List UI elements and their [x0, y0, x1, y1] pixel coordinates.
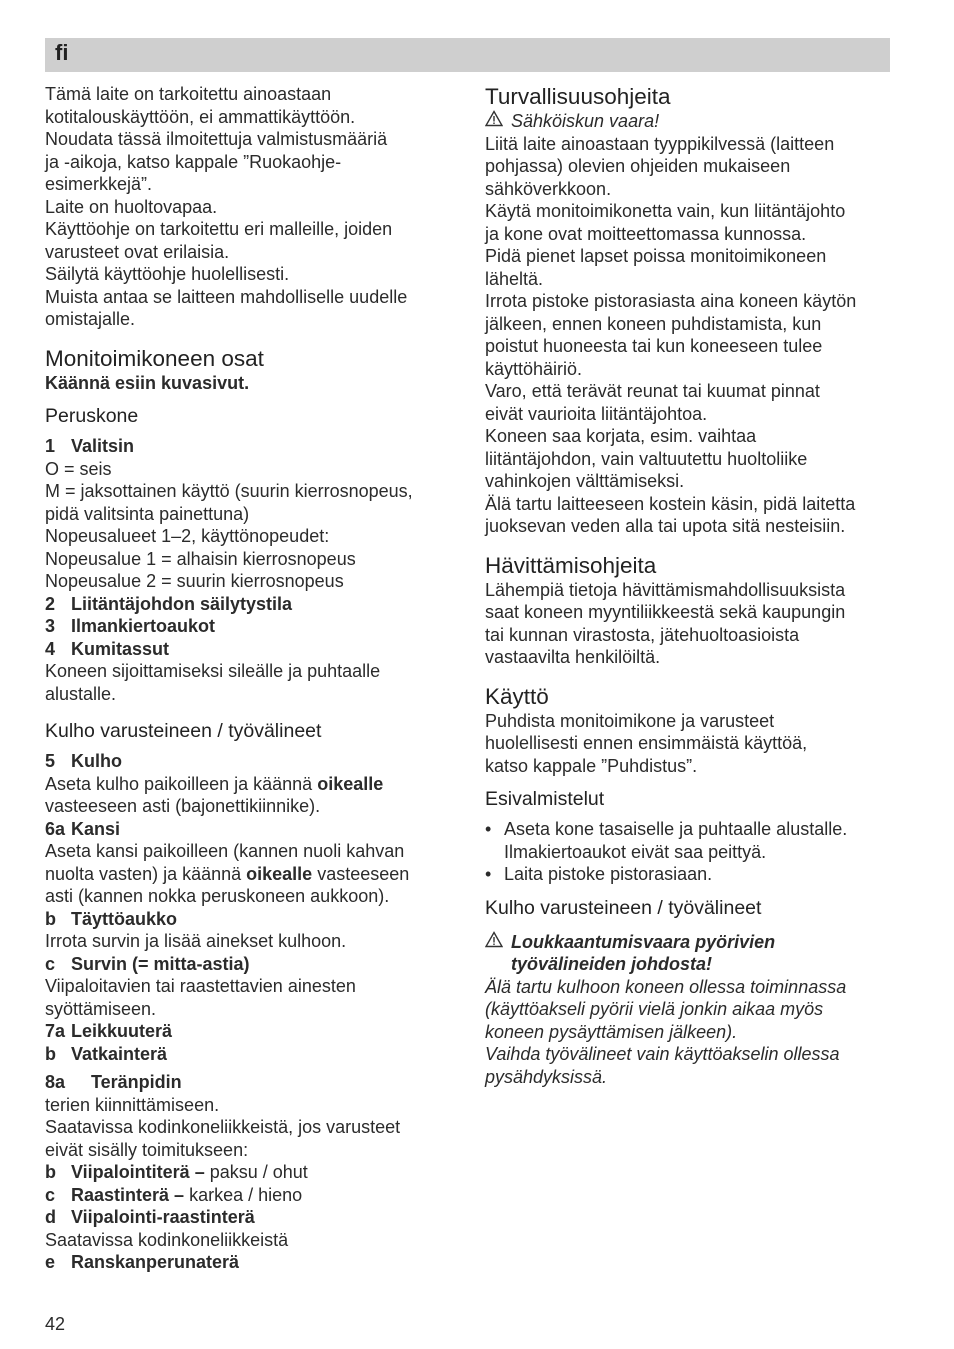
item-2 [45, 593, 455, 616]
subsection-title-prep: Esivalmistelut [485, 788, 605, 810]
item-label: Kumitassut [71, 638, 170, 659]
bowl-line: Vaihda työvälineet vain käyttöakselin ollessa [485, 1044, 840, 1064]
item-label: Valitsin [71, 436, 135, 456]
item-7b [45, 1043, 455, 1066]
intro-line: omistajalle. [45, 309, 136, 329]
emphasis-text: oikealle [317, 773, 384, 794]
disposal-line: vastaavilta henkilöiltä. [485, 647, 661, 667]
item-number: b [45, 1162, 56, 1182]
item-8c [45, 1184, 455, 1207]
item-8a-line: eivät sisälly toimitukseen: [45, 1139, 249, 1160]
warning-icon [485, 931, 511, 976]
warning-text: Loukkaantumisvaara pyörivien [511, 931, 776, 952]
intro-line: Noudata tässä ilmoitettuja valmistusmääriä [45, 129, 388, 149]
item-number: 6a [45, 818, 66, 839]
item-number: 5 [45, 751, 56, 771]
emphasis-text: oikealle [246, 863, 313, 884]
item-6a-line: asti (kannen nokka peruskoneen aukkoon). [45, 886, 390, 906]
item-8a-line: Saatavissa kodinkoneliikkeistä, jos varusteet [45, 1117, 401, 1137]
section-title-use: Käyttö [485, 683, 549, 709]
item-label: Viipalointiterä – [71, 1162, 205, 1182]
item-1-line: Nopeusalue 2 = suurin kierrosnopeus [45, 571, 344, 591]
safety-line: ja kone ovat moitteettomassa kunnossa. [485, 223, 807, 244]
list-item-text: Aseta kone tasaiselle ja puhtaalle alustalle. [504, 819, 848, 839]
warning-icon [485, 110, 511, 133]
item-label: Viipalointi-raastinterä [71, 1207, 255, 1227]
bullet-icon: • [485, 864, 492, 884]
safety-line: Liitä laite ainoastaan tyyppikilvessä (laitteen [485, 133, 835, 154]
item-8b [45, 1161, 455, 1184]
item-detail: karkea / hieno [184, 1184, 303, 1205]
warning-text: Sähköiskun vaara! [511, 111, 660, 131]
intro-line: Muista antaa se laitteen mahdolliselle uudelle [45, 286, 408, 307]
item-3 [45, 615, 455, 638]
item-number: e [45, 1252, 56, 1272]
item-label: Täyttöaukko [71, 908, 178, 929]
subsection-title-bowl: Kulho varusteineen / työvälineet [485, 896, 762, 919]
text-run: nuolta vasten) ja käännä [45, 863, 247, 884]
item-1 [45, 435, 455, 458]
subsection-title-bowl: Kulho varusteineen / työvälineet [45, 720, 322, 742]
safety-line: Pidä pienet lapset poissa monitoimikoneen [485, 246, 827, 266]
item-label: Kansi [71, 818, 121, 839]
language-code: fi [55, 40, 69, 65]
intro-line: kotitalouskäyttöön, ei ammattikäyttöön. [45, 106, 356, 127]
item-1-line: Nopeusalue 1 = alhaisin kierrosnopeus [45, 548, 356, 569]
bowl-line: koneen pysäyttämisen jälkeen). [485, 1021, 738, 1042]
safety-line: sähköverkkoon. [485, 178, 612, 199]
item-4-line: alustalle. [45, 683, 117, 704]
item-8d [45, 1206, 455, 1229]
safety-line: läheltä. [485, 268, 544, 289]
item-6a-line: Aseta kansi paikoilleen (kannen nuoli kahvan [45, 841, 405, 861]
item-6a [45, 818, 455, 841]
bowl-warning [485, 931, 895, 976]
item-5-line: vasteeseen asti (bajonettikiinnike). [45, 796, 321, 816]
text-run: vasteeseen [312, 863, 410, 884]
bowl-warning-body [485, 976, 895, 1089]
item-number: b [45, 908, 56, 929]
item-number: 7a [45, 1021, 66, 1041]
bowl-line: Älä tartu kulhoon koneen ollessa toiminnassa [485, 976, 847, 997]
item-8a-line: terien kiinnittämiseen. [45, 1094, 220, 1115]
item-number: c [45, 1184, 56, 1205]
section-title-safety: Turvallisuusohjeita [485, 84, 671, 109]
item-number: 1 [45, 436, 56, 456]
list-item-text: Ilmakiertoaukot eivät saa peittyä. [504, 841, 767, 862]
safety-line: vahinkojen välttämiseksi. [485, 471, 685, 491]
safety-line: Irrota pistoke pistorasiasta aina koneen käytön [485, 291, 857, 311]
section-title-parts: Monitoimikoneen osat [45, 345, 264, 371]
use-line: huolellisesti ennen ensimmäistä käyttöä, [485, 733, 808, 753]
item-label: Survin (= mitta-astia) [71, 953, 250, 974]
item-label: Ranskanperunaterä [71, 1252, 240, 1272]
intro-text [45, 83, 455, 331]
intro-line: Laite on huoltovapaa. [45, 196, 218, 217]
bullet-icon: • [485, 819, 492, 839]
item-6a-line [45, 863, 455, 886]
item-detail: paksu / ohut [204, 1162, 308, 1182]
language-bar [45, 38, 890, 72]
safety-line: Varo, että terävät reunat tai kuumat pinnat [485, 381, 820, 401]
item-6c [45, 953, 455, 976]
item-8d-line: Saatavissa kodinkoneliikkeistä [45, 1229, 289, 1250]
safety-line: käyttöhäiriö. [485, 358, 583, 379]
item-8e [45, 1251, 455, 1274]
item-label: Liitäntäjohdon säilytystila [71, 593, 293, 614]
intro-line: Säilytä käyttöohje huolellisesti. [45, 264, 290, 284]
left-column [45, 83, 455, 1274]
item-label: Vatkainterä [71, 1043, 168, 1064]
item-1-line: O = seis [45, 458, 112, 479]
safety-warning [485, 110, 895, 133]
safety-line: pohjassa) olevien ohjeiden mukaiseen [485, 156, 791, 176]
right-column [485, 83, 895, 1088]
item-4 [45, 638, 455, 661]
bowl-line: pysähdyksissä. [485, 1066, 608, 1087]
item-6c-line: syöttämiseen. [45, 998, 157, 1019]
item-number: c [45, 953, 56, 974]
list-item [485, 818, 895, 863]
safety-line: eivät vaurioita liitäntäjohtoa. [485, 403, 708, 424]
list-item-text: Laita pistoke pistorasiaan. [504, 864, 713, 884]
item-label: Ilmankiertoaukot [71, 616, 216, 636]
intro-line: esimerkkejä”. [45, 174, 153, 194]
intro-line: Tämä laite on tarkoitettu ainoastaan [45, 84, 332, 104]
item-number: 8a [45, 1072, 66, 1092]
item-7a [45, 1020, 455, 1043]
section-title-disposal: Hävittämisohjeita [485, 552, 657, 578]
page-number: 42 [45, 1314, 66, 1334]
safety-line: jälkeen, ennen koneen puhdistamista, kun [485, 313, 822, 334]
item-number: 3 [45, 616, 56, 636]
item-6b-line: Irrota survin ja lisää ainekset kulhoon. [45, 931, 347, 951]
item-number: d [45, 1207, 56, 1227]
item-1-line: pidä valitsinta painettuna) [45, 503, 250, 524]
safety-line: Koneen saa korjata, esim. vaihtaa [485, 426, 757, 446]
item-6c-line: Viipaloitavien tai raastettavien ainesten [45, 976, 356, 996]
item-number: b [45, 1043, 56, 1064]
item-label: Raastinterä – [71, 1184, 185, 1205]
item-label: Teränpidin [91, 1072, 182, 1092]
item-label: Leikkuuterä [71, 1021, 173, 1041]
disposal-line: tai kunnan virastosta, jätehuoltoasioista [485, 624, 800, 645]
safety-line: liitäntäjohdon, vain valtuutettu huoltoliike [485, 448, 808, 469]
item-label: Kulho [71, 751, 122, 771]
safety-line: juoksevan veden alla tai upota sitä nesteisiin. [485, 516, 846, 536]
intro-line: ja -aikoja, katso kappale ”Ruokaohje- [45, 151, 342, 172]
item-number: 4 [45, 638, 56, 659]
item-1-line: Nopeusalueet 1–2, käyttönopeudet: [45, 526, 330, 546]
item-6b [45, 908, 455, 931]
subsection-title-base: Peruskone [45, 405, 139, 427]
bowl-line: (käyttöakseli pyörii vielä jonkin aikaa myös [485, 999, 824, 1019]
safety-line: poistut huoneesta tai kun koneeseen tulee [485, 336, 823, 356]
text-run: Aseta kulho paikoilleen ja käännä [45, 773, 318, 794]
parts-subtitle: Käännä esiin kuvasivut. [45, 372, 250, 393]
safety-line: Älä tartu laitteeseen kostein käsin, pidä laitetta [485, 493, 856, 514]
use-line: Puhdista monitoimikone ja varusteet [485, 710, 775, 731]
item-5-line [45, 773, 455, 796]
use-line: katso kappale ”Puhdistus”. [485, 755, 698, 776]
intro-line: Käyttöohje on tarkoitettu eri malleille, joiden [45, 219, 393, 239]
warning-text: työvälineiden johdosta! [511, 954, 713, 974]
disposal-line: saat koneen myyntiliikkeestä sekä kaupungin [485, 602, 846, 622]
disposal-line: Lähempiä tietoja hävittämismahdollisuuksista [485, 579, 846, 600]
item-1-line: M = jaksottainen käyttö (suurin kierrosnopeus, [45, 481, 413, 501]
intro-line: varusteet ovat erilaisia. [45, 241, 230, 262]
item-8a [45, 1071, 455, 1094]
item-number: 2 [45, 593, 56, 614]
safety-line: Käytä monitoimikonetta vain, kun liitäntäjohto [485, 201, 846, 221]
item-4-line: Koneen sijoittamiseksi sileälle ja puhtaalle [45, 661, 381, 681]
list-item [485, 863, 895, 886]
item-5 [45, 750, 455, 773]
